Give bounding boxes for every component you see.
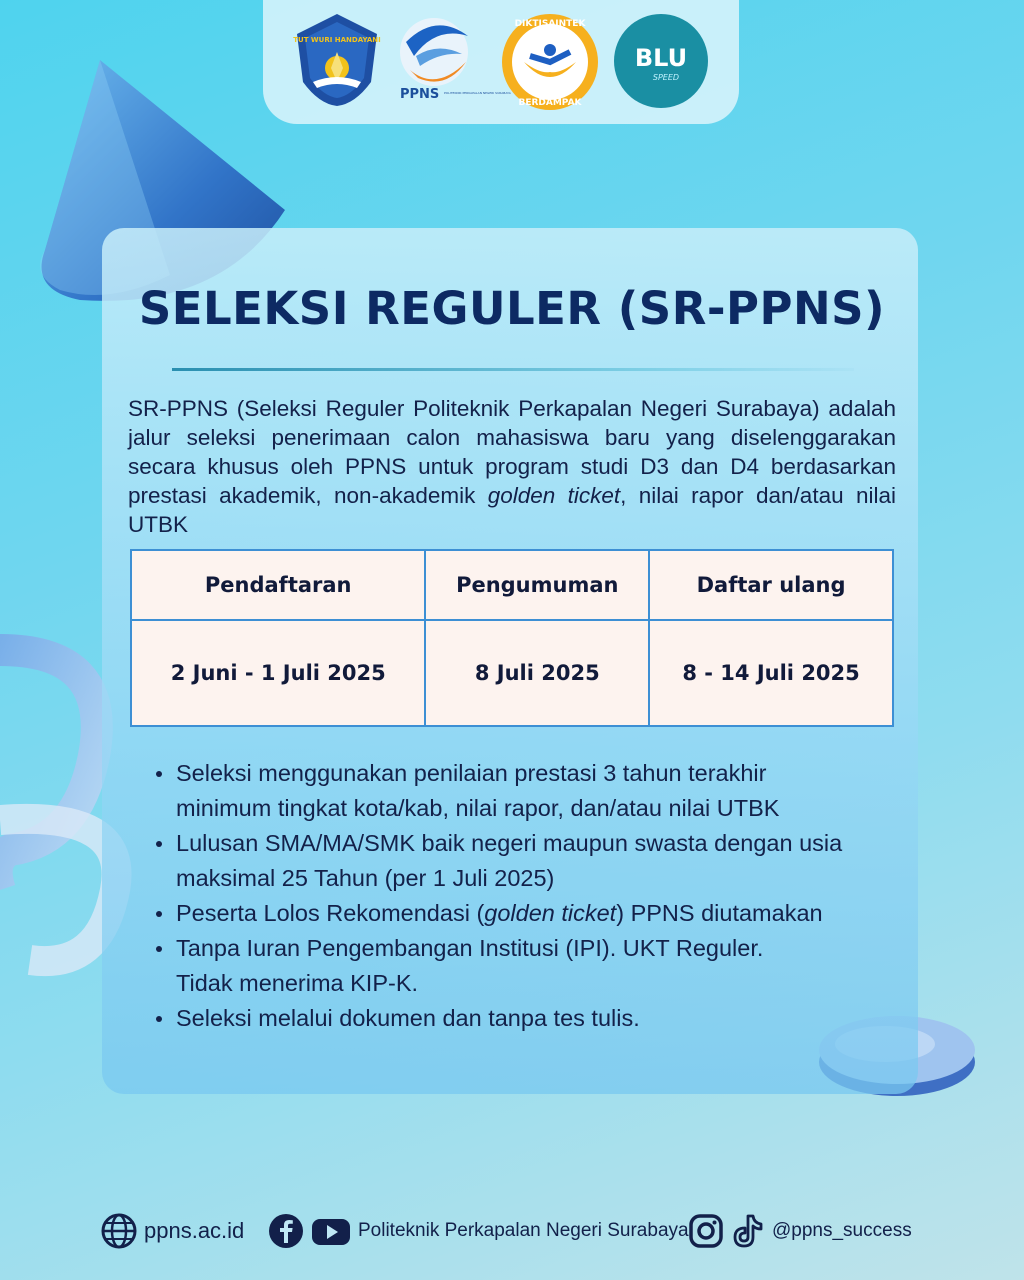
header-pendaftaran: Pendaftaran <box>131 550 425 620</box>
footer-website[interactable] <box>100 1211 244 1251</box>
list-item <box>156 756 916 826</box>
header-pengumuman: Pengumuman <box>425 550 649 620</box>
globe-icon <box>100 1212 138 1250</box>
value-pendaftaran: 2 Juni - 1 Juli 2025 <box>131 620 425 726</box>
list-item <box>156 896 916 931</box>
ppns-logo <box>396 12 511 112</box>
bullet-1-line-2: minimum tingkat kota/kab, nilai rapor, dan/atau nilai UTBK <box>176 795 780 821</box>
diktisaintek-top-text: DIKTISAINTEK <box>514 19 586 29</box>
bullet-4-line-2: Tidak menerima KIP-K. <box>176 970 419 996</box>
title-divider <box>172 368 854 371</box>
bullet-1-line-1: Seleksi menggunakan penilaian prestasi 3 tahun terakhir <box>176 760 767 786</box>
intro-italic: golden ticket <box>487 483 621 508</box>
requirements-list <box>156 756 916 1036</box>
footer-channel-text: Politeknik Perkapalan Negeri Surabaya <box>358 1220 689 1241</box>
facebook-icon[interactable] <box>268 1213 304 1249</box>
footer-social-channels <box>268 1211 689 1251</box>
tiktok-icon[interactable] <box>730 1213 764 1249</box>
bullet-2-line-2: maksimal 25 Tahun (per 1 Juli 2025) <box>176 865 555 891</box>
bullet-3-post: ) PPNS diutamakan <box>616 900 823 926</box>
ppns-logo-subtext: POLITEKNIK PERKAPALAN NEGERI SURABAYA <box>444 91 511 95</box>
blu-speed-logo <box>612 12 710 110</box>
bullet-3-italic: golden ticket <box>484 900 617 926</box>
instagram-icon[interactable] <box>688 1213 724 1249</box>
footer-handle-text: @ppns_success <box>772 1220 912 1241</box>
intro-text-2: , nilai rapor dan/atau nilai UTBK <box>128 483 896 537</box>
schedule-value-row <box>131 620 893 726</box>
blu-sub-text: SPEED <box>652 73 680 82</box>
bullet-2-line-1: Lulusan SMA/MA/SMK baik negeri maupun swasta dengan usia <box>176 830 843 856</box>
schedule-header-row <box>131 550 893 620</box>
tut-wuri-handayani-logo <box>291 12 383 108</box>
diktisaintek-logo <box>500 12 600 112</box>
schedule-table <box>130 549 894 727</box>
footer-website-text: ppns.ac.id <box>144 1218 245 1243</box>
list-item <box>156 826 916 896</box>
blu-text: BLU <box>634 44 688 72</box>
diktisaintek-bottom-text: BERDAMPAK <box>518 98 582 108</box>
youtube-icon[interactable] <box>310 1213 352 1249</box>
bullet-5: Seleksi melalui dokumen dan tanpa tes tulis. <box>176 1005 640 1031</box>
footer-social-handle <box>688 1211 912 1251</box>
intro-text-1: SR-PPNS (Seleksi Reguler Politeknik Perkapalan Negeri Surabaya) adalah jalur seleksi penerimaan calon mahasiswa baru yang diselenggarakan secara khusus oleh PPNS untuk program studi D3 dan D4 berdasarkan prestasi akademik, non-akademik <box>128 396 896 508</box>
ppns-logo-text: PPNS <box>400 87 440 102</box>
tut-wuri-text: TUT WURI HANDAYANI <box>293 36 381 44</box>
header-daftar-ulang: Daftar ulang <box>649 550 893 620</box>
bullet-4-line-1: Tanpa Iuran Pengembangan Institusi (IPI). UKT Reguler. <box>176 935 764 961</box>
list-item <box>156 1001 916 1036</box>
bullet-3-pre: Peserta Lolos Rekomendasi ( <box>176 900 485 926</box>
value-pengumuman: 8 Juli 2025 <box>425 620 649 726</box>
value-daftar-ulang: 8 - 14 Juli 2025 <box>649 620 893 726</box>
page-title: SELEKSI REGULER (SR-PPNS) <box>138 282 886 335</box>
intro-paragraph <box>128 394 896 539</box>
list-item <box>156 931 916 1001</box>
